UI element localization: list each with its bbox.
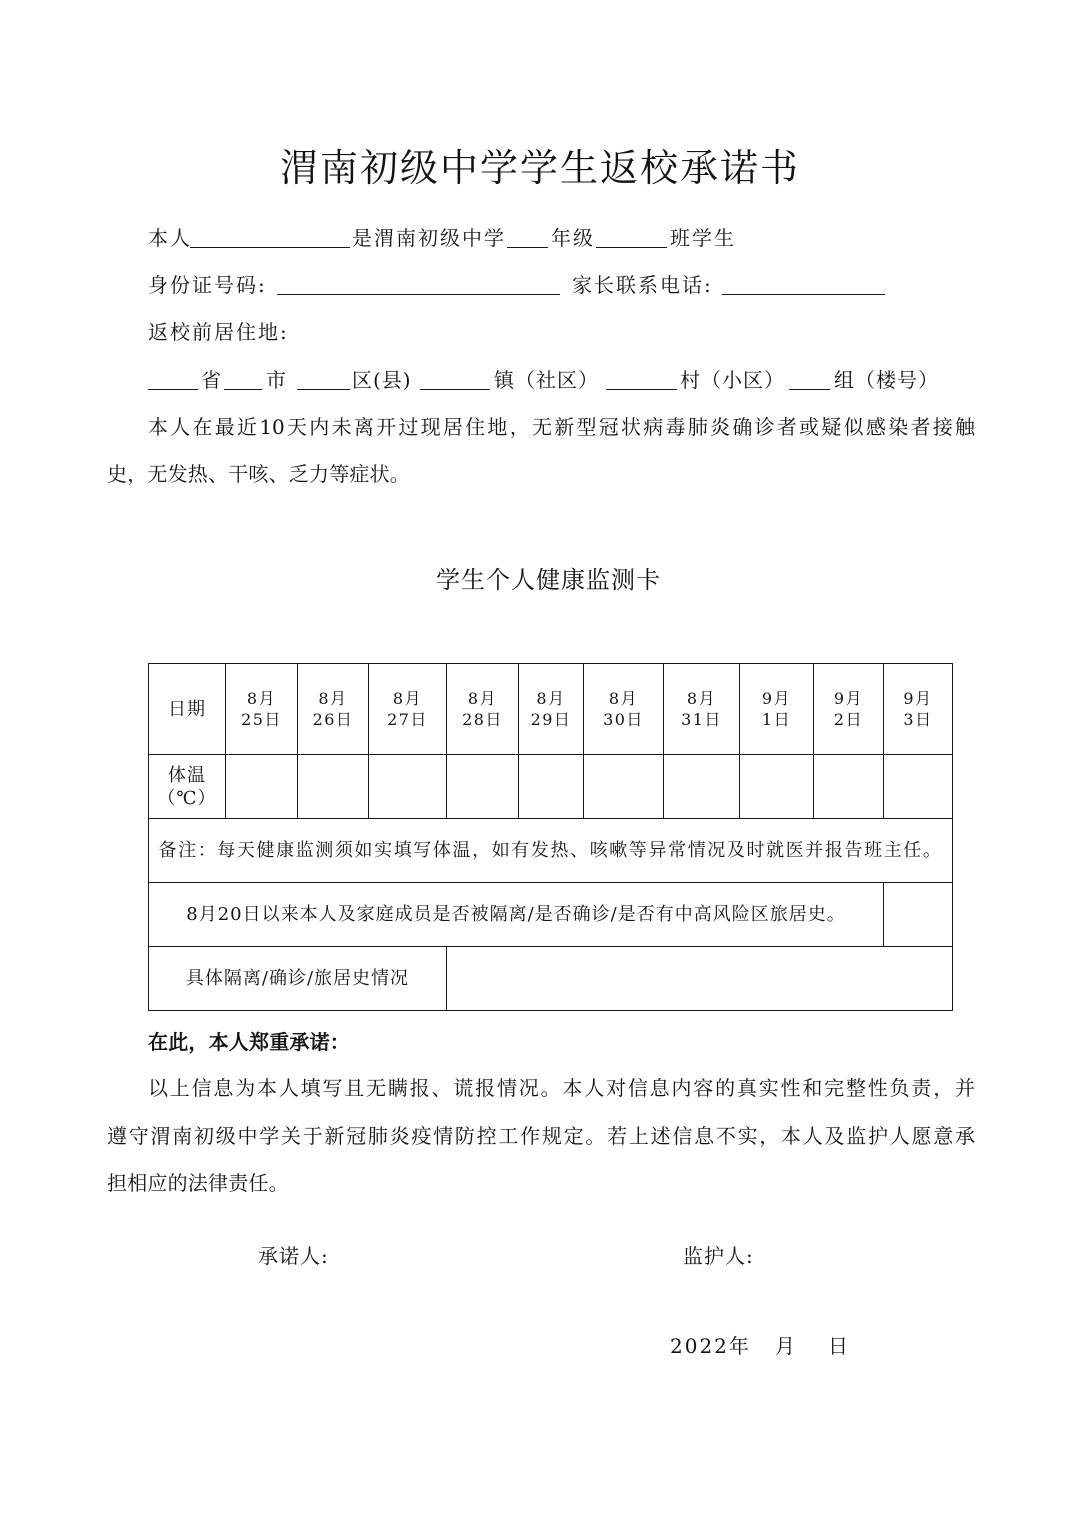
date-month: 9月 bbox=[833, 689, 864, 708]
quarantine-row bbox=[149, 883, 953, 947]
city-label: 市 bbox=[266, 368, 287, 392]
date-month: 8月 bbox=[392, 689, 423, 708]
temperature-row bbox=[149, 755, 953, 819]
date-day: 26日 bbox=[312, 710, 354, 729]
date-month: 8月 bbox=[608, 689, 639, 708]
name-blank-line bbox=[190, 226, 350, 248]
temperature-label-cell bbox=[149, 755, 226, 819]
district-blank-line bbox=[297, 368, 350, 390]
declaration-line: 史，无发热、干咳、乏力等症状。 bbox=[107, 462, 410, 486]
province-label: 省 bbox=[201, 368, 222, 392]
temperature-entry-cell bbox=[584, 755, 664, 819]
date-day: 28日 bbox=[462, 710, 503, 729]
date-cell bbox=[519, 664, 584, 755]
date-cell bbox=[298, 664, 369, 755]
date-cell bbox=[447, 664, 519, 755]
class-label: 班学生 bbox=[670, 226, 736, 250]
temperature-entry-cell bbox=[298, 755, 369, 819]
date-cell bbox=[814, 664, 884, 755]
name-prefix-label: 本人 bbox=[148, 226, 192, 250]
date-cell bbox=[884, 664, 953, 755]
date-day: 3日 bbox=[903, 710, 933, 729]
temperature-entry-cell bbox=[740, 755, 814, 819]
date-month: 8月 bbox=[536, 689, 566, 708]
temperature-entry-cell bbox=[369, 755, 447, 819]
date-month: 8月 bbox=[246, 689, 277, 708]
health-monitoring-table bbox=[148, 663, 953, 1011]
date-cell bbox=[664, 664, 740, 755]
temperature-entry-cell bbox=[226, 755, 298, 819]
promisor-signature-label: 承诺人: bbox=[258, 1244, 329, 1268]
date-header-cell: 日期 bbox=[149, 664, 226, 755]
temperature-entry-cell bbox=[814, 755, 884, 819]
promise-line: 以上信息为本人填写且无瞒报、谎报情况。本人对信息内容的真实性和完整性负责，并 bbox=[148, 1076, 975, 1100]
grade-blank-line bbox=[507, 226, 548, 248]
province-blank-line bbox=[148, 368, 198, 390]
health-card-title: 学生个人健康监测卡 bbox=[436, 566, 661, 594]
id-number-label: 身份证号码: bbox=[148, 273, 267, 297]
class-blank-line bbox=[596, 226, 667, 248]
id-number-blank-line bbox=[277, 273, 560, 295]
date-month: 9月 bbox=[761, 689, 792, 708]
date-day: 29日 bbox=[530, 710, 572, 729]
note-cell: 备注：每天健康监测须如实填写体温，如有发热、咳嗽等异常情况及时就医并报告班主任。 bbox=[149, 819, 953, 883]
parent-phone-label: 家长联系电话: bbox=[572, 273, 713, 297]
date-day: 30日 bbox=[603, 710, 644, 729]
temperature-unit: （℃） bbox=[157, 787, 217, 809]
date-month-label: 月 bbox=[775, 1334, 797, 1358]
temperature-label: 体温 bbox=[168, 764, 206, 786]
guardian-signature-label: 监护人: bbox=[683, 1244, 754, 1268]
promise-line: 遵守渭南初级中学关于新冠肺炎疫情防控工作规定。若上述信息不实，本人及监护人愿意承 bbox=[107, 1124, 975, 1148]
quarantine-answer-cell bbox=[884, 883, 953, 947]
declaration-line: 本人在最近10天内未离开过现居住地，无新型冠状病毒肺炎确诊者或疑似感染者接触 bbox=[148, 415, 975, 439]
temperature-entry-cell bbox=[664, 755, 740, 819]
date-month: 8月 bbox=[467, 689, 498, 708]
date-day: 1日 bbox=[761, 710, 792, 729]
temperature-entry-cell bbox=[447, 755, 519, 819]
date-cell bbox=[369, 664, 447, 755]
group-blank-line bbox=[789, 368, 830, 390]
date-month: 8月 bbox=[686, 689, 717, 708]
temperature-entry-cell bbox=[884, 755, 953, 819]
quarantine-question-cell: 8月20日以来本人及家庭成员是否被隔离/是否确诊/是否有中高风险区旅居史。 bbox=[149, 883, 884, 947]
district-label: 区(县) bbox=[352, 368, 412, 392]
village-blank-line bbox=[606, 368, 677, 390]
date-day-label: 日 bbox=[828, 1334, 850, 1358]
city-blank-line bbox=[224, 368, 262, 390]
town-blank-line bbox=[420, 368, 490, 390]
date-day: 2日 bbox=[833, 710, 864, 729]
parent-phone-blank-line bbox=[722, 273, 885, 295]
date-day: 31日 bbox=[681, 710, 722, 729]
promise-heading: 在此，本人郑重承诺： bbox=[148, 1030, 350, 1054]
date-year: 2022年 bbox=[670, 1334, 751, 1358]
temperature-entry-cell bbox=[519, 755, 584, 819]
details-answer-cell bbox=[447, 947, 953, 1011]
residence-label: 返校前居住地: bbox=[148, 320, 289, 344]
date-month: 9月 bbox=[903, 689, 933, 708]
date-month: 8月 bbox=[318, 689, 348, 708]
group-label: 组（楼号） bbox=[834, 368, 939, 392]
note-row bbox=[149, 819, 953, 883]
details-row bbox=[149, 947, 953, 1011]
details-label-cell: 具体隔离/确诊/旅居史情况 bbox=[149, 947, 447, 1011]
date-day: 25日 bbox=[241, 710, 282, 729]
date-cell bbox=[226, 664, 298, 755]
school-text: 是渭南初级中学 bbox=[352, 226, 506, 250]
grade-label: 年级 bbox=[551, 226, 595, 250]
date-cell bbox=[584, 664, 664, 755]
date-row bbox=[149, 664, 953, 755]
document-title: 渭南初级中学学生返校承诺书 bbox=[279, 146, 800, 190]
town-label: 镇（社区） bbox=[494, 368, 599, 392]
promise-line: 担相应的法律责任。 bbox=[107, 1171, 289, 1195]
date-cell bbox=[740, 664, 814, 755]
village-label: 村（小区） bbox=[680, 368, 785, 392]
date-day: 27日 bbox=[387, 710, 428, 729]
